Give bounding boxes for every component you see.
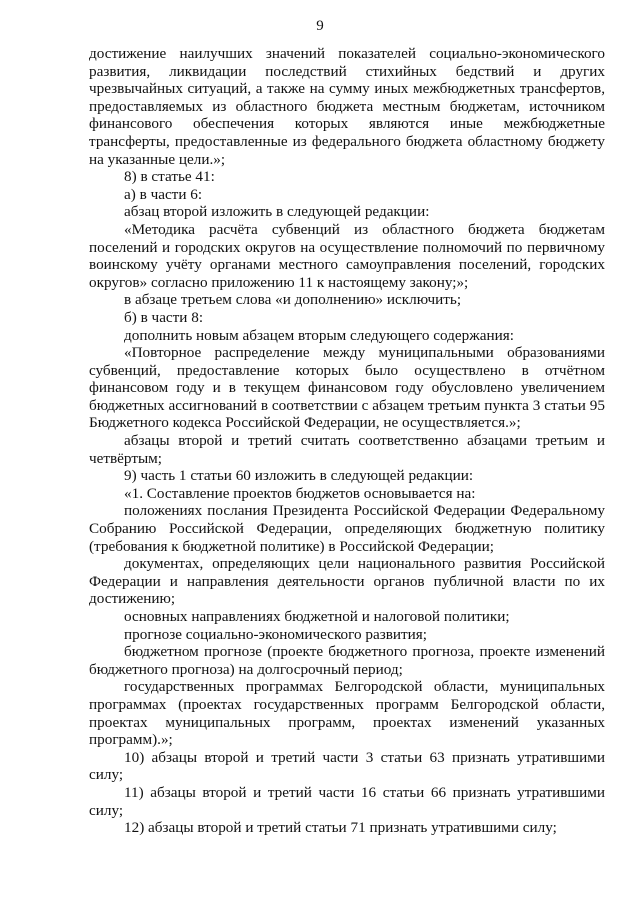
paragraph-instruction: абзац второй изложить в следующей редакции:	[124, 203, 430, 221]
paragraph-instruction: в абзаце третьем слова «и дополнению» исключить;	[124, 291, 462, 309]
document-body	[89, 45, 605, 837]
paragraph-item-8: 8) в статье 41:	[124, 168, 215, 186]
paragraph-quoted-text: «Методика расчёта субвенций из областного бюджета бюджетам поселений и городских округов на осуществление полномочий по первичному воинскому учёту органами местного самоуправления поселений, городских округов» согласно приложению 11 к настоящему закону;»;	[89, 220, 605, 291]
list-entry: положениях послания Президента Российской Федерации Федеральному Собранию Российской Федерации, определяющих бюджетную политику (требования к бюджетной политике) в Российской Федерации;	[89, 502, 605, 555]
paragraph-item-12: 12) абзацы второй и третий статьи 71 признать утратившими силу;	[124, 819, 557, 837]
list-entry: основных направлениях бюджетной и налоговой политики;	[124, 608, 510, 625]
paragraph-item-11: 11) абзацы второй и третий части 16 статьи 66 признать утратившими силу;	[89, 783, 605, 819]
page-number: 9	[316, 18, 324, 34]
paragraph-subitem-a: а) в части 6:	[124, 185, 203, 203]
paragraph-quoted-text: «1. Составление проектов бюджетов основывается на:	[124, 484, 476, 502]
paragraph-item-9: 9) часть 1 статьи 60 изложить в следующей редакции:	[124, 467, 474, 485]
paragraph-item-10: 10) абзацы второй и третий части 3 статьи 63 признать утратившими силу;	[89, 748, 605, 784]
paragraph-quoted-text: «Повторное распределение между муниципальными образованиями субвенций, предоставление которых было осуществлено в отчётном финансовом году и в текущем финансовом году обусловлено увеличением бюджетных ассигнований в соответствии с абзацем третьим пункта 3 статьи 95 Бюджетного кодекса Российской Федерации, не осуществляется.»;	[89, 344, 605, 432]
paragraph-subitem-b: б) в части 8:	[124, 308, 204, 326]
list-entry: документах, определяющих цели национального развития Российской Федерации и направления деятельности органов публичной власти по их достижению;	[89, 555, 605, 608]
paragraph-continuation: достижение наилучших значений показателей социально-экономического развития, ликвидации последствий стихийных бедствий и других чрезвычайных ситуаций, а также на сумму иных межбюджетных трансфертов, предоставляемых из областного бюджета местным бюджетам, источником финансового обеспечения которых являются иные межбюджетные трансферты, предоставленные из федерального бюджета областному бюджету на указанные цели.»;	[89, 45, 605, 168]
list-entry: прогнозе социально-экономического развития;	[124, 625, 427, 643]
list-entry: государственных программах Белгородской области, муниципальных программах (проектах государственных программ Белгородской области, проектах муниципальных программ, проектах изменений указанных программ).»;	[89, 678, 605, 749]
paragraph-instruction: абзацы второй и третий считать соответственно абзацами третьим и четвёртым;	[89, 432, 605, 467]
paragraph-instruction: дополнить новым абзацем вторым следующего содержания:	[124, 326, 514, 344]
list-entry: бюджетном прогнозе (проекте бюджетного прогноза, проекте изменений бюджетного прогноза) на долгосрочный период;	[89, 643, 605, 678]
